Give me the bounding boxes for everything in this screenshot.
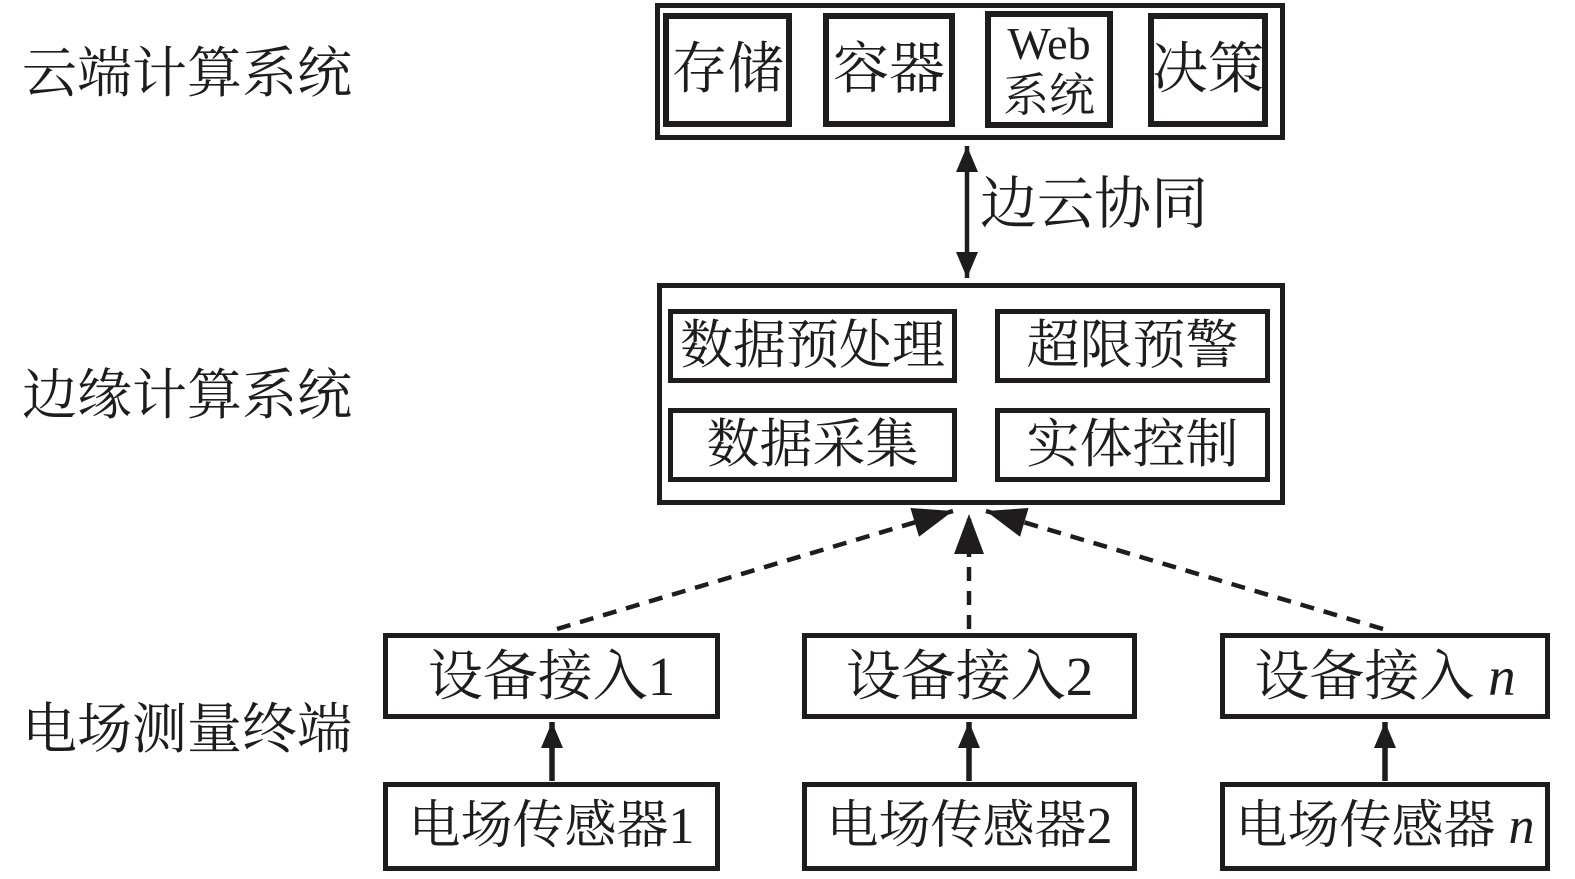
device-access-label-n	[1254, 645, 1516, 707]
field-sensor-n-suffix: n	[1495, 797, 1535, 855]
row-label-field-terminal: 电场测量终端	[22, 699, 353, 760]
field-sensor-label-2	[826, 797, 1113, 855]
field-sensor-box-n	[1220, 782, 1550, 871]
row-label-edge-system: 边缘计算系统	[22, 365, 353, 426]
device-access-box-2	[802, 633, 1137, 719]
field-sensor-2-suffix: 2	[1086, 797, 1113, 855]
module-storage: 存储	[663, 13, 792, 127]
device-access-label-2	[845, 645, 1094, 707]
module-decision: 决策	[1148, 13, 1268, 127]
edge-system-box	[657, 283, 1285, 505]
module-container: 容器	[823, 13, 955, 127]
module-entity-control: 实体控制	[995, 408, 1270, 482]
module-data-collection: 数据采集	[668, 408, 957, 482]
field-sensor-n-prefix: 电场传感器	[1235, 797, 1496, 855]
module-web-system-line1: Web	[1007, 17, 1091, 69]
cloud-system-box	[655, 3, 1285, 140]
device-access-box-n	[1220, 633, 1550, 719]
device-access-1-suffix: 1	[647, 645, 676, 707]
device-access-n-suffix: n	[1474, 645, 1516, 707]
device-access-2-suffix: 2	[1065, 645, 1094, 707]
field-sensor-box-1	[383, 782, 720, 871]
module-overlimit-alert: 超限预警	[995, 309, 1270, 383]
field-sensor-1-prefix: 电场传感器	[408, 797, 669, 855]
dashed-arrow-device1-to-edge	[557, 511, 953, 629]
field-sensor-label-1	[408, 797, 695, 855]
module-data-preprocessing: 数据预处理	[668, 309, 957, 383]
module-web-system-line2: 系统	[1003, 69, 1095, 121]
field-sensor-2-prefix: 电场传感器	[826, 797, 1087, 855]
field-sensor-1-suffix: 1	[668, 797, 695, 855]
cloud-edge-collaboration-label: 边云协同	[980, 173, 1208, 236]
row-label-cloud-system: 云端计算系统	[22, 43, 353, 104]
field-sensor-box-2	[802, 782, 1137, 871]
module-web-system	[985, 11, 1113, 128]
device-access-label-1	[427, 645, 676, 707]
dashed-arrow-device3-to-edge	[986, 511, 1383, 629]
device-access-2-prefix: 设备接入	[845, 645, 1066, 707]
device-access-n-prefix: 设备接入	[1254, 645, 1475, 707]
device-access-box-1	[383, 633, 720, 719]
device-access-1-prefix: 设备接入	[427, 645, 648, 707]
field-sensor-label-n	[1235, 797, 1535, 855]
